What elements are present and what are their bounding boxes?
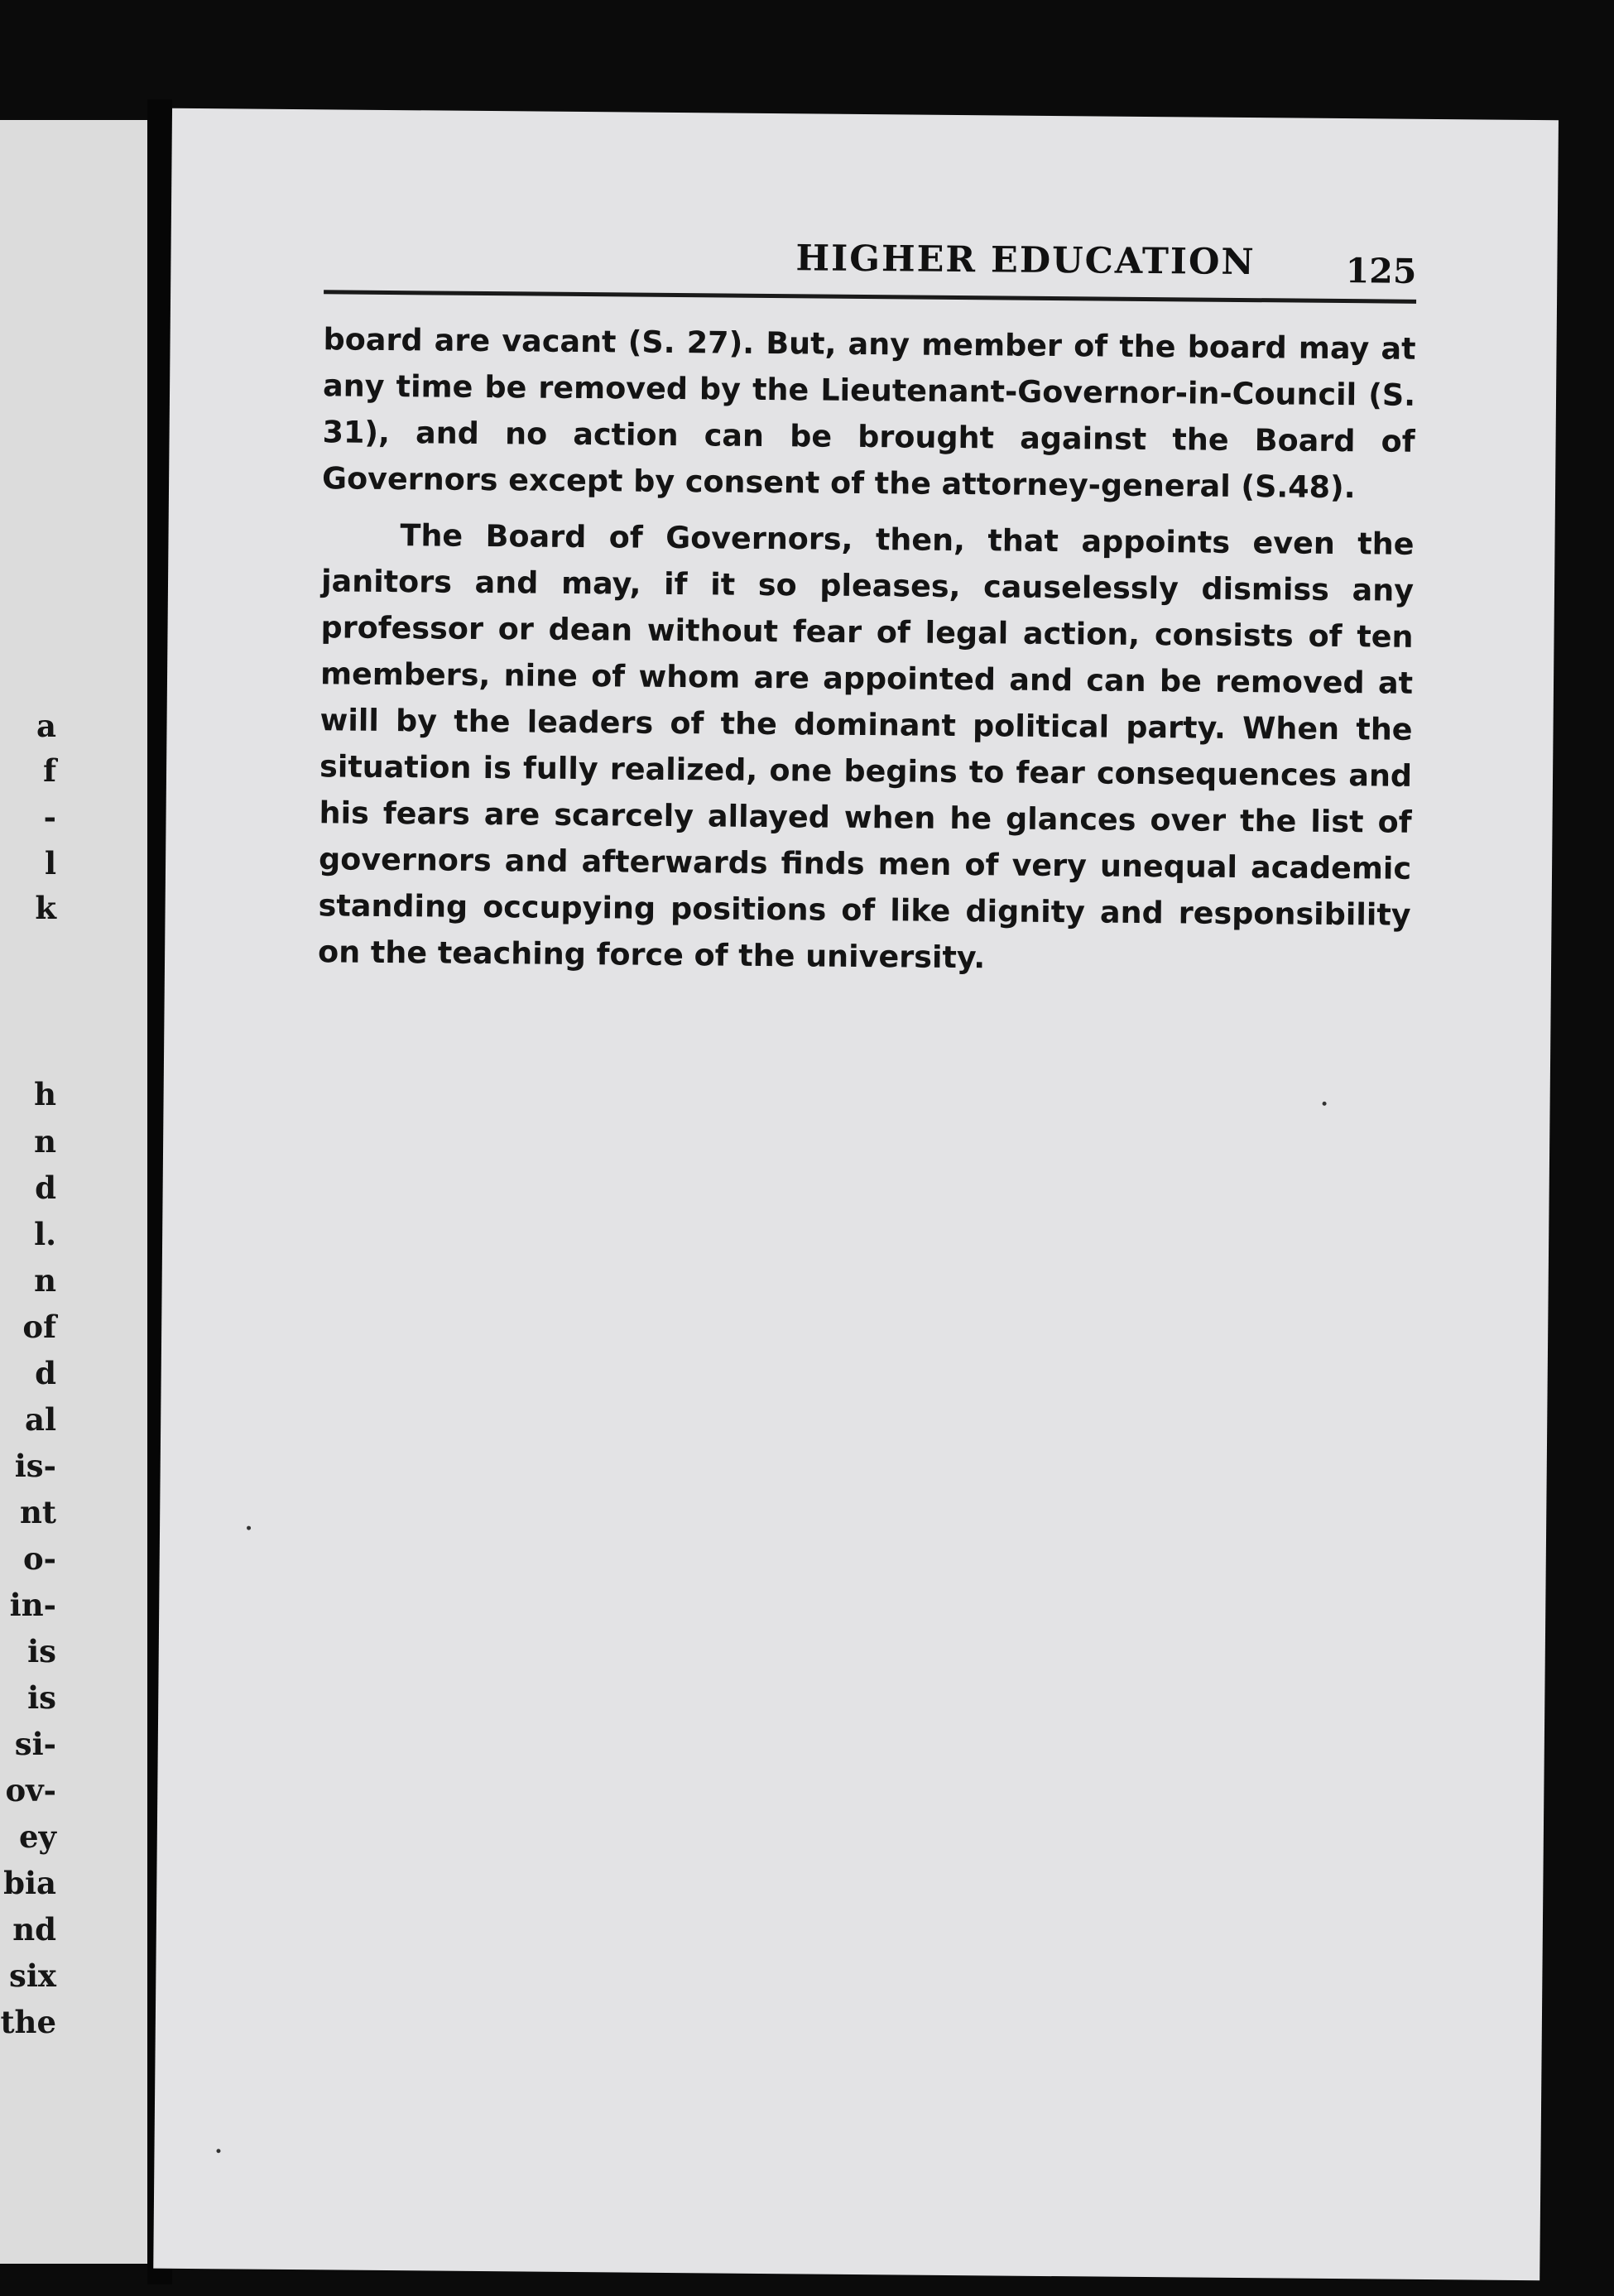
body-text bbox=[318, 316, 1416, 984]
facing-page-fragment: in- bbox=[9, 1587, 56, 1623]
facing-page-fragment: o- bbox=[22, 1540, 56, 1577]
facing-page bbox=[0, 120, 147, 2264]
facing-page-fragment: d bbox=[35, 1170, 56, 1206]
page-number: 125 bbox=[1345, 251, 1417, 291]
facing-page-fragment: l. bbox=[34, 1216, 56, 1252]
facing-page-fragment: ey bbox=[18, 1818, 56, 1855]
facing-page-fragment: n bbox=[34, 1262, 56, 1299]
facing-page-fragment: h bbox=[34, 1076, 56, 1112]
paragraph: The Board of Governors, then, that appoints even the janitors and may, if it so pleases, causelessly dismiss any professor or dean without fear of legal action, consists of ten members, nine of whom are appointed and can be removed at will by the leaders of the dominant political party. When the situation is fully realized, one begins to fear consequences and his fears are scarcely allayed when he glances over the list of governors and afterwards finds men of very unequal academic standing occupying positions of like dignity and responsibility on the teaching force of the university. bbox=[317, 517, 1415, 976]
facing-page-fragment: of bbox=[22, 1309, 56, 1345]
facing-page-fragment: bia bbox=[3, 1865, 56, 1901]
facing-page-fragment: a bbox=[36, 708, 56, 744]
facing-page-fragment: nd bbox=[12, 1911, 56, 1948]
facing-page-fragment: is bbox=[27, 1679, 56, 1716]
paper-speck bbox=[247, 1526, 251, 1530]
facing-page-fragment: ov- bbox=[5, 1772, 56, 1808]
facing-page-fragment: d bbox=[35, 1355, 56, 1391]
running-head-title: HIGHER EDUCATION bbox=[795, 238, 1256, 284]
page-edge-shadow bbox=[1559, 124, 1614, 2296]
facing-page-fragment: is- bbox=[14, 1448, 56, 1484]
facing-page-fragment: is bbox=[27, 1633, 56, 1669]
paper-speck bbox=[216, 2149, 220, 2153]
book-page bbox=[153, 108, 1559, 2281]
facing-page-fragment: the bbox=[0, 2004, 56, 2040]
facing-page-fragment: - bbox=[43, 799, 56, 835]
facing-page-fragment: al bbox=[24, 1401, 56, 1438]
facing-page-fragment: si- bbox=[14, 1726, 56, 1762]
header-rule bbox=[324, 290, 1416, 304]
facing-page-fragment: n bbox=[34, 1123, 56, 1160]
paragraph: board are vacant (S. 27). But, any member of the board may at any time be removed by the Lieutenant-Governor-in-Council (S. 31), and no action can be brought against the Board of Governors except by consent of the attorney-general (S.48). bbox=[321, 321, 1416, 506]
facing-page-fragment: k bbox=[35, 890, 56, 926]
running-head bbox=[324, 233, 1416, 293]
paper-speck bbox=[1323, 1102, 1327, 1106]
facing-page-text-fragments bbox=[0, 120, 56, 2264]
facing-page-fragment: l bbox=[44, 845, 56, 881]
facing-page-fragment: nt bbox=[20, 1494, 56, 1530]
facing-page-fragment: six bbox=[9, 1957, 56, 1994]
facing-page-fragment: f bbox=[43, 752, 56, 789]
